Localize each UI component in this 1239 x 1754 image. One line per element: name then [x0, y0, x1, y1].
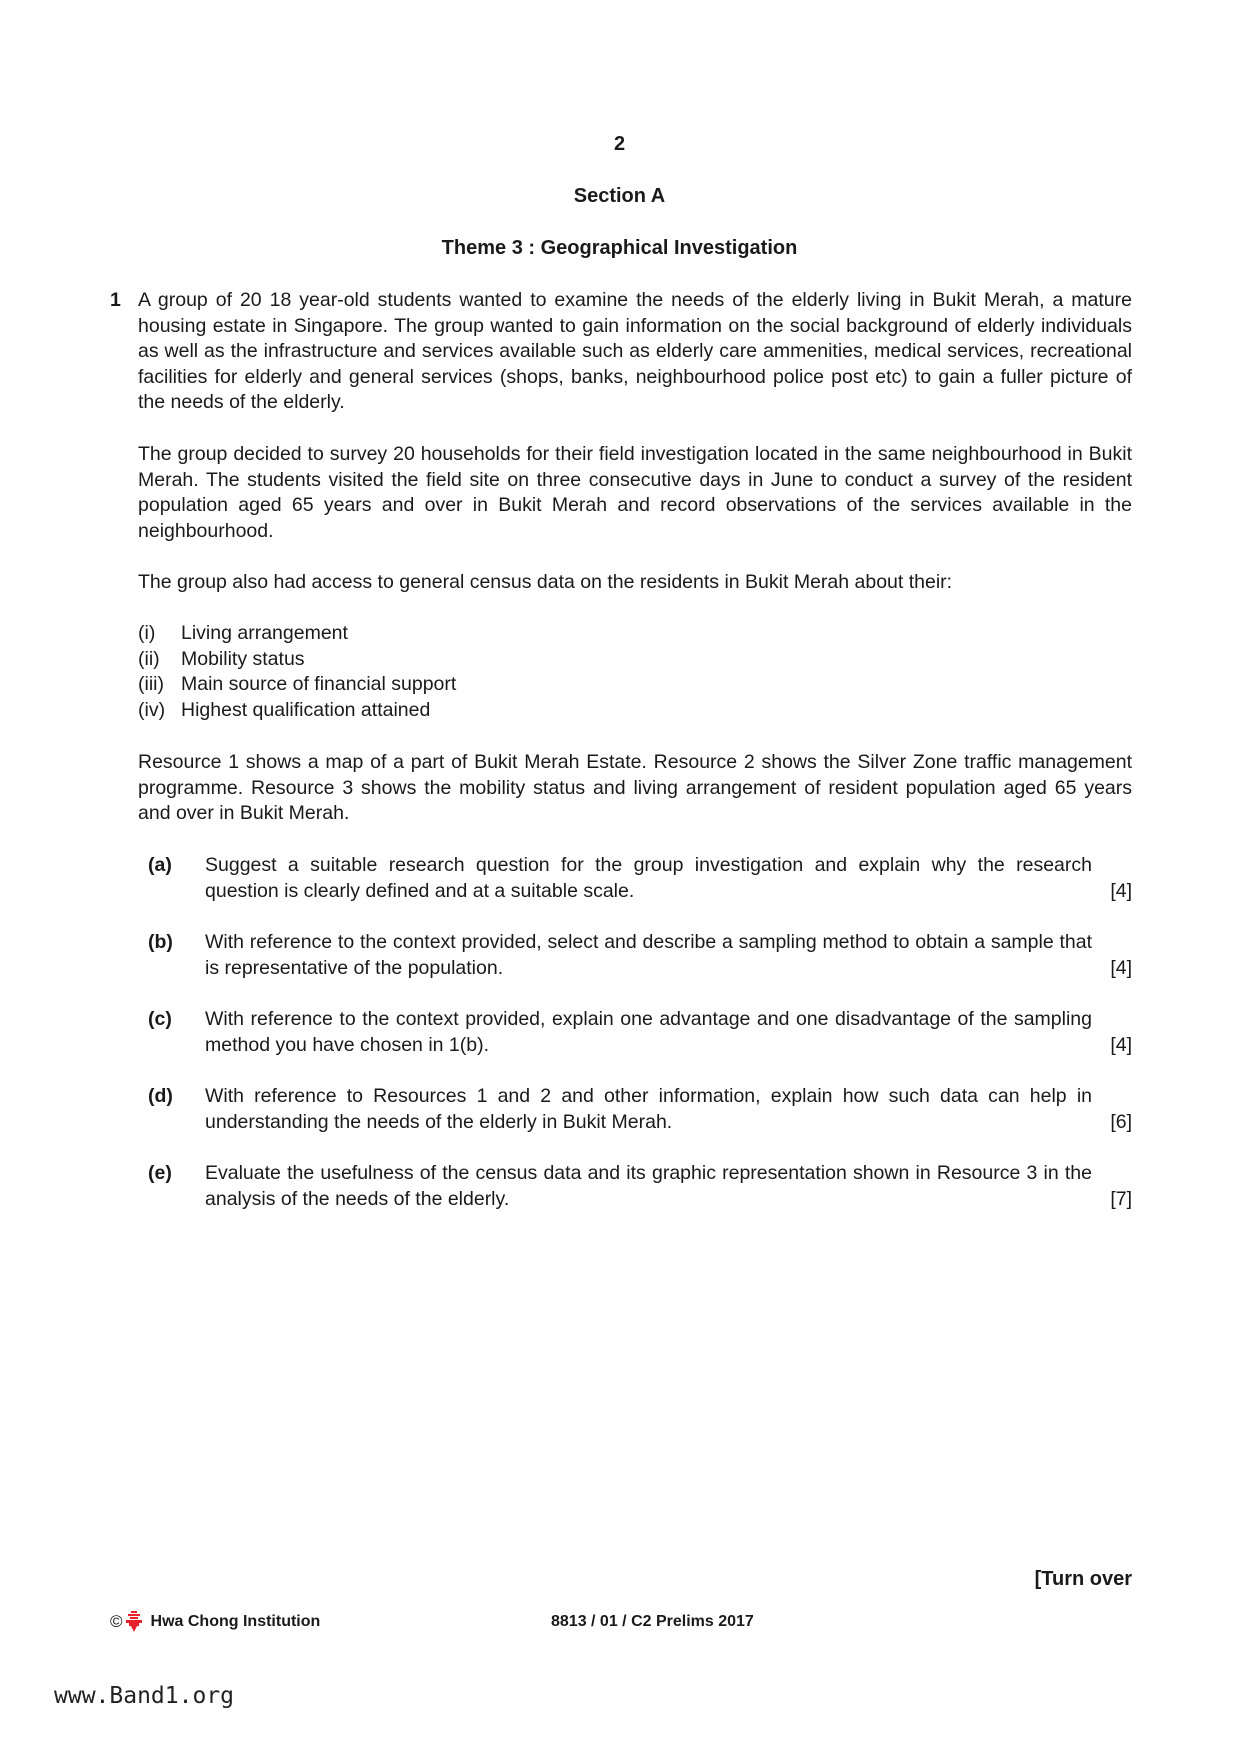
marks: [4]: [1110, 879, 1132, 902]
subpart-c: [148, 1007, 1132, 1058]
subpart-e: [148, 1161, 1132, 1212]
list-item: [138, 621, 456, 647]
subpart-text: With reference to the context provided, explain one advantage and one disadvantage of the sampling method you have chosen in 1(b).: [205, 1008, 1092, 1056]
list-item-number: (i): [138, 622, 156, 644]
list-item: [138, 647, 456, 673]
marks: [7]: [1110, 1187, 1132, 1210]
subpart-a: [148, 853, 1132, 904]
question-intro-paragraph: A group of 20 18 year-old students wanted to examine the needs of the elderly living in Bukit Merah, a mature housing estate in Singapore. The group wanted to gain information on the social background of elderly individuals as well as the infrastructure and services available such as elderly care ammenities, medical services, recreational facilities for elderly and general services (shops, banks, neighbourhood police post etc) to gain a fuller picture of the needs of the elderly.: [138, 289, 1132, 414]
question-number: 1: [110, 289, 121, 311]
marks: [4]: [1110, 956, 1132, 979]
subpart-label: (c): [148, 1008, 172, 1030]
subpart-text: Evaluate the usefulness of the census data and its graphic representation shown in Resource 3 in the analysis of the needs of the elderly.: [205, 1162, 1092, 1210]
marks: [6]: [1110, 1110, 1132, 1133]
list-item-text: Main source of financial support: [181, 673, 457, 696]
list-item-text: Highest qualification attained: [181, 698, 431, 721]
subpart-b: [148, 930, 1132, 981]
list-item-number: (iii): [138, 673, 164, 696]
survey-paragraph: The group decided to survey 20 households for their field investigation located in the same neighbourhood in Bukit Merah. The students visited the field site on three consecutive days in June to conduct a survey of the resident population aged 65 years and over in Bukit Merah and record observations of the services available in the neighbourhood.: [138, 443, 1132, 542]
watermark: www.Band1.org: [54, 1683, 235, 1709]
list-item-number: (iv): [138, 698, 166, 721]
resources-paragraph: Resource 1 shows a map of a part of Bukit Merah Estate. Resource 2 shows the Silver Zone traffic management programme. Resource 3 shows the mobility status and living arrangement of resident population aged 65 years and over in Bukit Merah.: [138, 751, 1132, 825]
marks: [4]: [1110, 1033, 1132, 1056]
subpart-label: (e): [148, 1162, 172, 1184]
census-paragraph: The group also had access to general census data on the residents in Bukit Merah about their:: [138, 571, 953, 593]
census-items-list: [138, 621, 456, 723]
list-item-number: (ii): [138, 647, 160, 670]
page-number: 2: [613, 133, 626, 155]
subpart-label: (a): [148, 854, 172, 876]
list-item: [138, 672, 456, 698]
section-heading: Section A: [573, 185, 666, 207]
subpart-label: (b): [148, 931, 173, 953]
turn-over-note: [Turn over: [1034, 1568, 1132, 1590]
subpart-text: With reference to Resources 1 and 2 and other information, explain how such data can help in understanding the needs of the elderly in Bukit Merah.: [205, 1085, 1092, 1133]
copyright-symbol: ©: [110, 1612, 123, 1631]
subpart-label: (d): [148, 1085, 173, 1107]
hwa-chong-logo-icon: [125, 1610, 143, 1634]
subpart-text: Suggest a suitable research question for the group investigation and explain why the research question is clearly defined and at a suitable scale.: [205, 854, 1092, 902]
subpart-d: [148, 1084, 1132, 1135]
institution-name: Hwa Chong Institution: [150, 1613, 321, 1630]
theme-heading: Theme 3 : Geographical Investigation: [441, 237, 798, 259]
subpart-text: With reference to the context provided, select and describe a sampling method to obtain a sample that is representative of the population.: [205, 931, 1092, 979]
list-item-text: Living arrangement: [181, 622, 348, 644]
footer-institution: [110, 1610, 320, 1634]
list-item-text: Mobility status: [181, 647, 305, 670]
paper-code: 8813 / 01 / C2 Prelims 2017: [551, 1613, 754, 1630]
list-item: [138, 698, 456, 724]
